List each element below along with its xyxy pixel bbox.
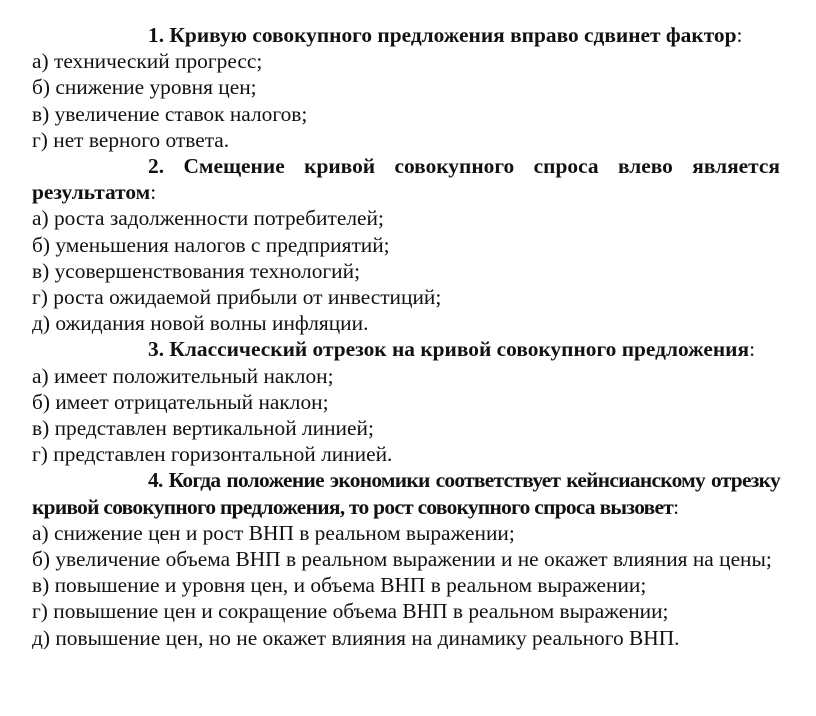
question-4-number: 4. [148,468,163,493]
question-3-colon: : [749,337,756,362]
question-1-title: Кривую совокупного предложения вправо сдвинет фактор [169,23,737,47]
question-2-option-d: г) роста ожидаемой прибыли от инвестиций; [32,285,442,310]
question-1-colon: : [736,23,743,47]
question-3-option-d: г) представлен горизонтальной линией. [32,442,393,467]
question-4-option-c: в) повышение и уровня цен, и объема ВНП в реальном выражении; [32,573,647,598]
question-4-option-e: д) повышение цен, но не окажет влияния на динамику реального ВНП. [32,625,680,650]
question-1-option-a: а) технический прогресс; [32,49,263,74]
question-4-title: Когда положение экономики соответствует кейнсианскому отрезку кривой совокупного предложения, то рост совокупного спроса вызовет [32,468,780,519]
question-4-colon: : [673,494,679,519]
question-4-option-a: а) снижение цен и рост ВНП в реальном выражении; [32,520,515,545]
question-2-option-a: а) роста задолженности потребителей; [32,206,384,231]
question-1-number: 1. [148,23,165,47]
question-1-option-c: в) увеличение ставок налогов; [32,101,308,126]
question-2-option-e: д) ожидания новой волны инфляции. [32,311,369,336]
question-2-option-b: б) уменьшения налогов с предприятий; [32,232,390,257]
question-3-option-a: а) имеет положительный наклон; [32,363,334,388]
question-4-heading [32,467,780,519]
question-1-heading [32,22,780,48]
question-1-option-b: б) снижение уровня цен; [32,75,257,100]
question-2-option-c: в) усовершенствования технологий; [32,258,361,283]
question-2-number: 2. [148,154,165,179]
question-4-option-d: г) повышение цен и сокращение объема ВНП в реальном выражении; [32,599,669,624]
question-2-heading [32,153,780,205]
question-3-option-c: в) представлен вертикальной линией; [32,416,374,441]
question-2-colon: : [150,180,157,205]
question-3-heading [32,336,780,362]
question-2-title: Смещение кривой совокупного спроса влево является результатом [32,154,780,205]
question-4-option-b: б) увеличение объема ВНП в реальном выражении и не окажет влияния на цены; [32,547,772,572]
question-1-option-d: г) нет верного ответа. [32,127,230,152]
question-3-title: Классический отрезок на кривой совокупного предложения [169,337,750,362]
question-3-number: 3. [148,337,165,362]
question-3-option-b: б) имеет отрицательный наклон; [32,389,329,414]
